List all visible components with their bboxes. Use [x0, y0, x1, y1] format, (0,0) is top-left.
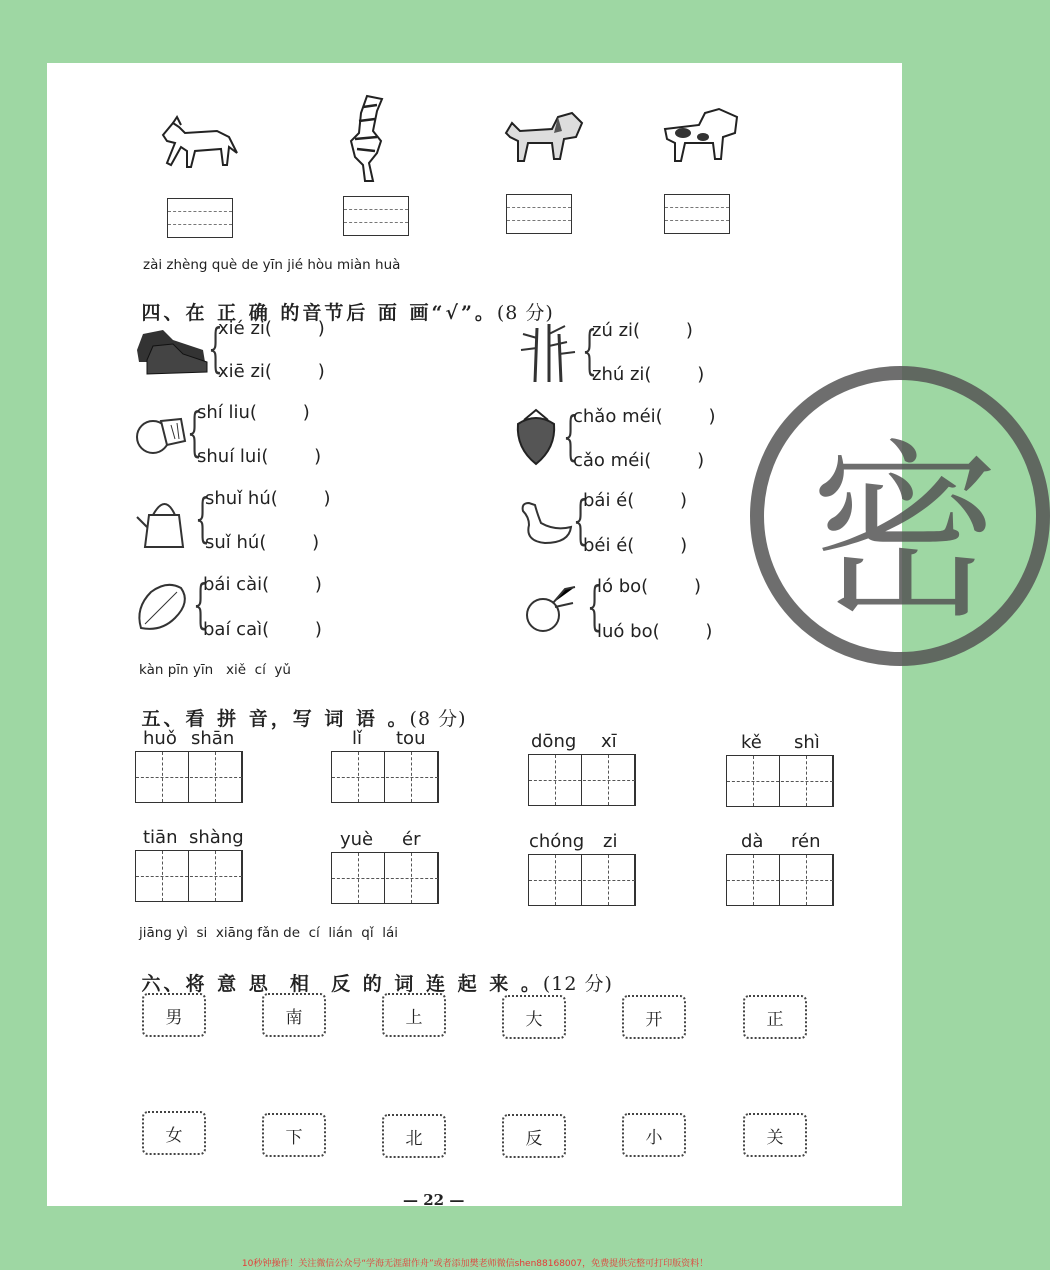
goose-icon	[515, 497, 575, 547]
writing-grid[interactable]	[726, 755, 834, 807]
bamboo-icon	[515, 318, 581, 384]
option-b[interactable]: suǐ hú( )	[205, 532, 320, 553]
option-a[interactable]: bái cài( )	[203, 574, 322, 595]
pinyin-syllable: huǒ	[143, 728, 177, 749]
pinyin-syllable: tou	[396, 728, 426, 749]
pinyin-syllable: lǐ	[352, 728, 363, 749]
page-number: — 22 —	[403, 1191, 465, 1209]
brace: {	[208, 319, 223, 379]
word-card-top[interactable]: 男	[142, 993, 206, 1037]
writing-grid[interactable]	[528, 854, 636, 906]
word-card-bottom[interactable]: 小	[622, 1113, 686, 1157]
word-card-bottom[interactable]: 关	[743, 1113, 807, 1157]
pinyin-syllable: shān	[191, 728, 235, 749]
section4-score: (8 分)	[496, 302, 554, 324]
pinyin-syllable: dà	[741, 831, 764, 852]
word-card-top[interactable]: 南	[262, 993, 326, 1037]
writing-grid[interactable]	[135, 850, 243, 902]
pinyin-syllable: shàng	[189, 827, 244, 848]
word-card-bottom[interactable]: 女	[142, 1111, 206, 1155]
option-a[interactable]: xié zi( )	[218, 318, 325, 339]
stamp-character: 密	[810, 423, 1001, 644]
option-b[interactable]: xiē zi( )	[218, 361, 325, 382]
worksheet-page	[47, 63, 1001, 1209]
option-b[interactable]: luó bo( )	[597, 621, 713, 642]
writing-grid[interactable]	[331, 751, 439, 803]
brace: {	[573, 491, 588, 551]
pinyin-syllable: chóng	[529, 831, 585, 852]
kettle-icon	[135, 491, 193, 551]
option-b[interactable]: cǎo méi( )	[573, 450, 705, 471]
section6-score: (12 分)	[542, 973, 613, 995]
option-b[interactable]: béi é( )	[583, 535, 688, 556]
word-card-bottom[interactable]: 下	[262, 1113, 326, 1157]
brace: {	[587, 577, 602, 637]
option-b[interactable]: zhú zi( )	[592, 364, 705, 385]
brace: {	[563, 407, 578, 467]
brace: {	[195, 489, 210, 549]
pinyin-syllable: xī	[601, 731, 617, 752]
option-a[interactable]: shí liu( )	[197, 402, 310, 423]
writing-grid[interactable]	[528, 754, 636, 806]
option-a[interactable]: chǎo méi( )	[573, 406, 716, 427]
section4-title-text: 四、在 正 确 的音节后 面 画“√”。	[141, 302, 497, 324]
answer-box[interactable]	[664, 194, 730, 234]
word-card-top[interactable]: 上	[382, 993, 446, 1037]
pinyin-syllable: ér	[402, 829, 421, 850]
option-a[interactable]: shuǐ hú( )	[205, 488, 331, 509]
section5-title-text: 五、看 拼 音，写 词 语 。	[141, 708, 410, 730]
option-a[interactable]: zú zi( )	[592, 320, 693, 341]
pinyin-syllable: zi	[603, 831, 618, 852]
pinyin-syllable: shì	[794, 732, 820, 753]
answer-box[interactable]	[506, 194, 572, 234]
section6-title-text: 六、将 意 思 相 反 的 词 连 起 来 。	[141, 973, 543, 995]
brace: {	[193, 575, 208, 635]
cow-icon	[659, 103, 743, 169]
promo-footer: 10秒钟操作！关注微信公众号“学海无涯甜作舟”或者添加樊老师微信shen88168007，免费提供完整可打印版资料！	[241, 1259, 709, 1269]
writing-grid[interactable]	[331, 852, 439, 904]
word-card-top[interactable]: 开	[622, 995, 686, 1039]
writing-grid[interactable]	[135, 751, 243, 803]
dog-icon	[502, 103, 584, 169]
horse-icon	[155, 113, 241, 177]
answer-box[interactable]	[167, 198, 233, 238]
pinyin-syllable: kě	[741, 732, 762, 753]
shoes-icon	[133, 320, 211, 378]
word-card-bottom[interactable]: 反	[502, 1114, 566, 1158]
section4-pinyin-hint: zài zhèng què de yīn jié hòu miàn huà	[143, 257, 401, 273]
answer-box[interactable]	[343, 196, 409, 236]
option-b[interactable]: shuí lui( )	[197, 446, 322, 467]
option-a[interactable]: ló bo( )	[597, 576, 701, 597]
pinyin-syllable: tiān	[143, 827, 178, 848]
cabbage-icon	[131, 578, 195, 638]
section6-pinyin-hint: jiāng yì si xiāng fǎn de cí lián qǐ lái	[139, 925, 398, 941]
word-card-top[interactable]: 大	[502, 995, 566, 1039]
pinyin-syllable: dōng	[531, 731, 577, 752]
radish-icon	[515, 581, 579, 637]
pomegranate-icon	[131, 411, 191, 457]
strawberry-icon	[512, 408, 560, 466]
brace: {	[582, 321, 597, 381]
writing-grid[interactable]	[726, 854, 834, 906]
option-a[interactable]: bái é( )	[583, 490, 688, 511]
section5-score: (8 分)	[409, 708, 467, 730]
option-b[interactable]: baí caì( )	[203, 619, 322, 640]
tiger-icon	[337, 91, 397, 186]
pinyin-syllable: yuè	[340, 829, 374, 850]
word-card-bottom[interactable]: 北	[382, 1114, 446, 1158]
word-card-top[interactable]: 正	[743, 995, 807, 1039]
section5-pinyin-hint: kàn pīn yīn xiě cí yǔ	[139, 662, 291, 678]
brace: {	[187, 403, 202, 463]
pinyin-syllable: rén	[791, 831, 821, 852]
